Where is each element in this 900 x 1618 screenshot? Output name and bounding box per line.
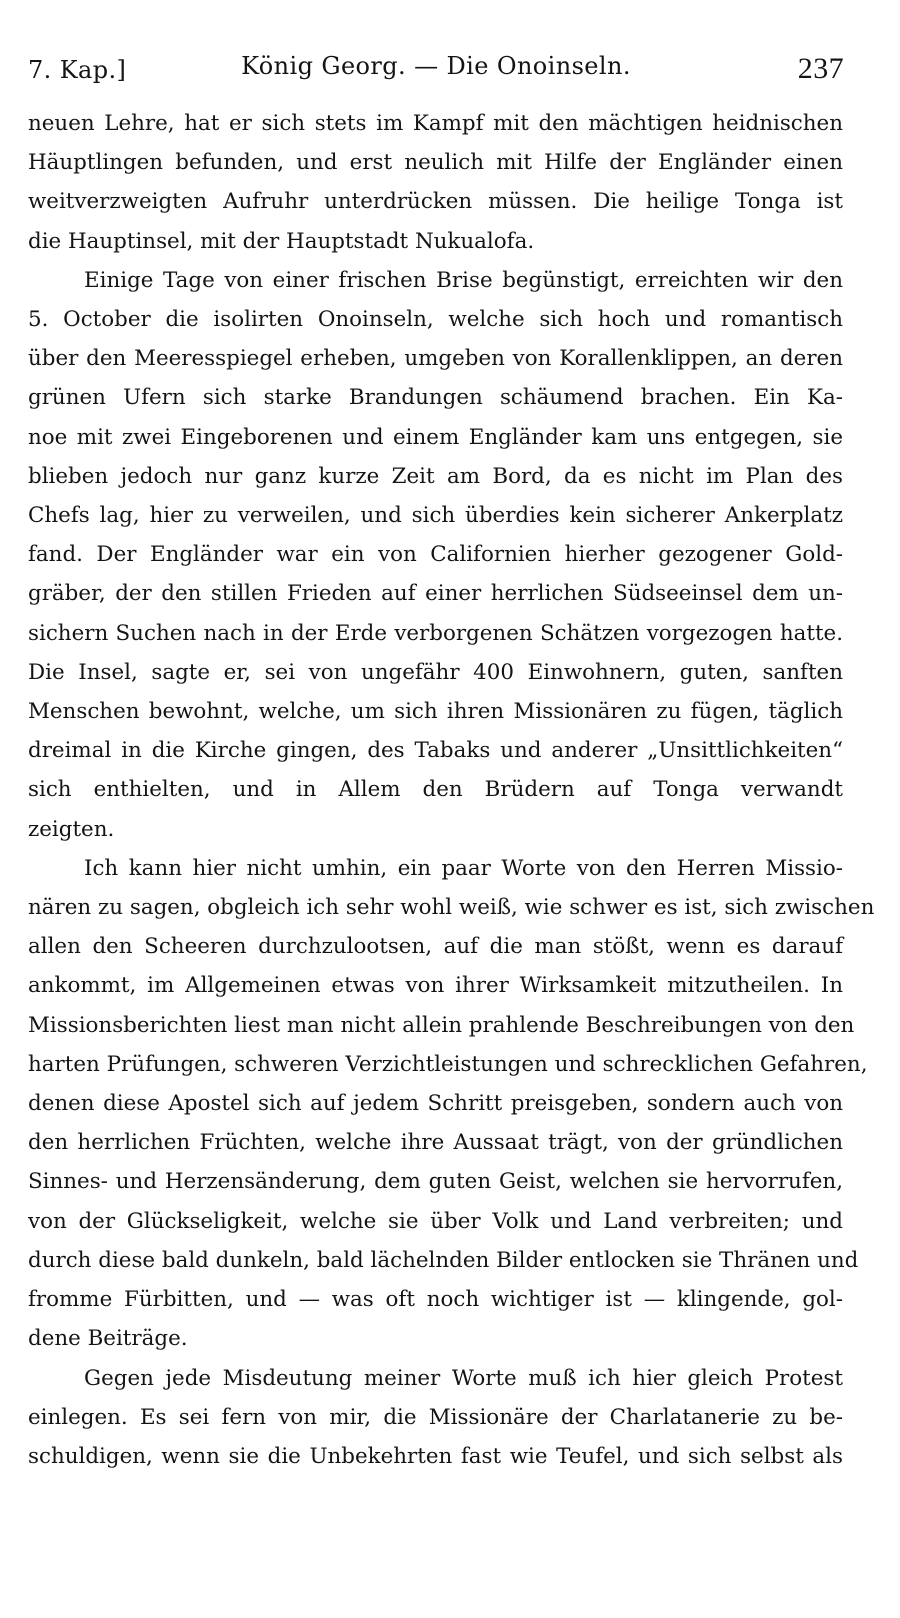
- text-line: neuen Lehre, hat er sich stets im Kampf mit den mächtigen heidnischen: [28, 111, 843, 136]
- text-line: Die Insel, sagte er, sei von ungefähr 400 Einwohnern, guten, sanften: [28, 659, 843, 685]
- text-line: weitverzweigten Aufruhr unterdrücken müssen. Die heilige Tonga ist: [28, 189, 843, 215]
- text-line: harten Prüfungen, schweren Verzichtleistungen und schrecklichen Gefahren,: [28, 1051, 868, 1077]
- text-line: ankommt, im Allgemeinen etwas von ihrer Wirksamkeit mitzutheilen. In: [28, 973, 843, 999]
- text-line: sichern Suchen nach in der Erde verborgenen Schätzen vorgezogen hatte.: [28, 620, 843, 646]
- paragraph-1: [28, 104, 843, 261]
- text-line: fand. Der Engländer war ein von Californien hierher gezogener Gold-: [28, 542, 843, 568]
- text-line: dene Beiträge.: [28, 1326, 188, 1352]
- text-line: Sinnes- und Herzensänderung, dem guten Geist, welchen sie hervorrufen,: [28, 1169, 843, 1195]
- text-line: Häuptlingen befunden, und erst neulich mit Hilfe der Engländer einen: [28, 150, 843, 176]
- text-line: schuldigen, wenn sie die Unbekehrten fast wie Teufel, und sich selbst als: [28, 1443, 843, 1469]
- text-line: von der Glückseligkeit, welche sie über Volk und Land verbreiten; und: [28, 1208, 843, 1234]
- text-line: sich enthielten, und in Allem den Brüdern auf Tonga verwandt: [28, 777, 843, 803]
- text-line: Chefs lag, hier zu verweilen, und sich überdies kein sicherer Ankerplatz: [28, 503, 843, 529]
- paragraph-3: [28, 849, 875, 1359]
- text-line: einlegen. Es sei fern von mir, die Missionäre der Charlatanerie zu be-: [28, 1404, 843, 1430]
- text-line: allen den Scheeren durchzulootsen, auf die man stößt, wenn es darauf: [28, 934, 843, 960]
- text-line: Einige Tage von einer frischen Brise begünstigt, erreichten wir den: [84, 267, 843, 293]
- text-line: den herrlichen Früchten, welche ihre Aussaat trägt, von der gründlichen: [28, 1130, 843, 1156]
- running-header: [28, 52, 844, 88]
- text-line: denen diese Apostel sich auf jedem Schritt preisgeben, sondern auch von: [28, 1091, 843, 1117]
- text-line: 5. October die isolirten Onoinseln, welche sich hoch und romantisch: [28, 307, 843, 333]
- text-line: Gegen jede Misdeutung meiner Worte muß ich hier gleich Protest: [84, 1365, 843, 1391]
- text-line: gräber, der den stillen Frieden auf einer herrlichen Südseeinsel dem un-: [28, 581, 843, 607]
- text-line: zeigten.: [28, 816, 115, 842]
- paragraph-4: [28, 1359, 843, 1477]
- running-title: König Georg. — Die Onoinseln.: [241, 52, 631, 80]
- text-line: noe mit zwei Eingeborenen und einem Engländer kam uns entgegen, sie: [28, 424, 843, 450]
- text-line: dreimal in die Kirche gingen, des Tabaks und anderer „Unsittlichkeiten“: [28, 738, 843, 764]
- text-line: grünen Ufern sich starke Brandungen schäumend brachen. Ein Ka-: [28, 385, 843, 411]
- text-line: Ich kann hier nicht umhin, ein paar Worte von den Herren Missio-: [84, 855, 843, 881]
- text-line: Menschen bewohnt, welche, um sich ihren Missionären zu fügen, täglich: [28, 699, 843, 725]
- chapter-reference: 7. Kap.]: [28, 56, 127, 84]
- text-line: über den Meeresspiegel erheben, umgeben von Korallenklippen, an deren: [28, 346, 843, 372]
- text-line: die Hauptinsel, mit der Hauptstadt Nukualofa.: [28, 228, 535, 254]
- text-line: Missionsberichten liest man nicht allein prahlende Beschreibungen von den: [28, 1012, 855, 1038]
- text-line: fromme Fürbitten, und — was oft noch wichtiger ist — klingende, gol-: [28, 1287, 843, 1313]
- page-number: 237: [797, 52, 844, 85]
- text-line: durch diese bald dunkeln, bald lächelnden Bilder entlocken sie Thränen und: [28, 1247, 859, 1273]
- text-line: blieben jedoch nur ganz kurze Zeit am Bord, da es nicht im Plan des: [28, 463, 843, 489]
- page-body: [28, 104, 875, 1476]
- text-line: nären zu sagen, obgleich ich sehr wohl weiß, wie schwer es ist, sich zwischen: [28, 895, 875, 921]
- paragraph-2: [28, 261, 843, 849]
